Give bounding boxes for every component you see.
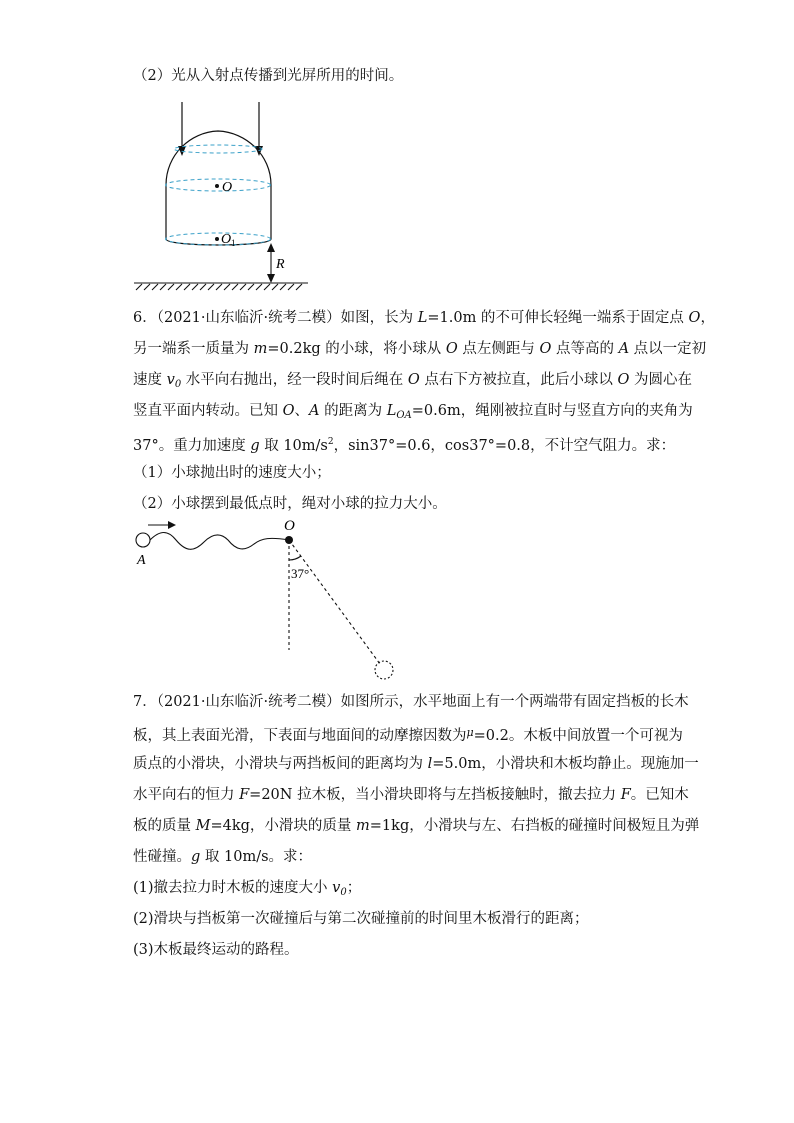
q6-line-3: 速度 $v_0$ 水平向右抛出，经一段时间后绳在 O 点右下方被拉直，此后小球以 O 为圆心在 bbox=[133, 372, 693, 390]
q7-part2: (2)滑块与挡板第一次碰撞后与第二次碰撞前的时间里木板滑行的距离； bbox=[133, 911, 589, 927]
q7-part3: (3)木板最终运动的路程。 bbox=[133, 942, 299, 958]
point-O1 bbox=[215, 237, 219, 241]
q7-line-1: 7．（2021·山东临沂·统考二模）如图所示，水平地面上有一个两端带有固定挡板的长木 bbox=[133, 694, 689, 710]
label-R: R bbox=[276, 257, 285, 272]
label-O: O bbox=[284, 518, 295, 534]
q7-line-5: 板的质量 M=4kg，小滑块的质量 m=1kg，小滑块与左、右挡板的碰撞时间极短且为弹 bbox=[133, 818, 700, 834]
point-O bbox=[215, 184, 219, 188]
label-O1: O bbox=[221, 232, 232, 247]
label-angle: 37° bbox=[291, 566, 310, 581]
R-arrowhead-up bbox=[267, 243, 275, 252]
q6-line-4: 竖直平面内转动。已知 O、A 的距离为 $L_{OA}=0.6m$，绳刚被拉直时与竖直方向的夹角为 bbox=[133, 403, 693, 421]
label-A: A bbox=[137, 553, 146, 568]
q7-part1: (1)撤去拉力时木板的速度大小 $v_0$； bbox=[133, 880, 362, 898]
q6-line-1: 6．（2021·山东临沂·统考二模）如图，长为 L=1.0m 的不可伸长轻绳一端系于固定点 O， bbox=[133, 310, 715, 326]
top-dashed-ellipse bbox=[174, 145, 262, 153]
prev-question-part2: （2）光从入射点传播到光屏所用的时间。 bbox=[133, 68, 404, 84]
q7-line-4: 水平向右的恒力 F=20N 拉木板，当小滑块即将与左挡板接触时，撤去拉力 F。已知木 bbox=[133, 787, 689, 803]
q6-part2: （2）小球摆到最低点时，绳对小球的拉力大小。 bbox=[133, 496, 447, 512]
q7-line-2: 板，其上表面光滑，下表面与地面间的动摩擦因数为$^\mu$=0.2。木板中间放置一个可视为 bbox=[133, 726, 683, 744]
R-arrowhead-down bbox=[267, 274, 275, 283]
label-O1-subscript: 1 bbox=[231, 238, 236, 248]
ground-hatching bbox=[136, 284, 302, 290]
label-O: O bbox=[222, 180, 233, 195]
q6-part1: （1）小球抛出时的速度大小； bbox=[133, 465, 331, 481]
q6-line-2: 另一端系一质量为 m=0.2kg 的小球，将小球从 O 点左侧距与 O 点等高的 A 点以一定初 bbox=[133, 341, 707, 357]
q7-line-6: 性碰撞。g 取 10m/s。求： bbox=[133, 849, 313, 865]
q7-line-3: 质点的小滑块，小滑块与两挡板间的距离均为 l=5.0m，小滑块和木板均静止。现施加一 bbox=[133, 756, 699, 772]
q6-line-5: 37°。重力加速度 g 取 $10m/s^2$，sin37°=0.6，cos37°=0.8，不计空气阻力。求： bbox=[133, 437, 676, 454]
